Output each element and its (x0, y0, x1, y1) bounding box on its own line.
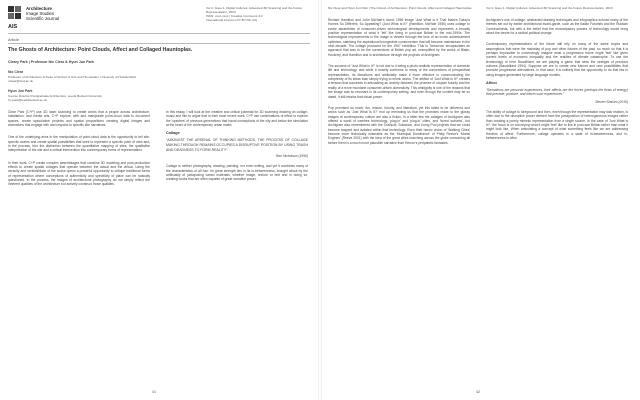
divider (8, 33, 310, 34)
right-page (324, 0, 640, 400)
affiliation-name: Hyun Jun Park (8, 89, 33, 93)
page-number: 41 (152, 390, 156, 394)
paragraph: Collage is neither photography, drawing, painting, nor even writing, and yet it combines many of the characteristics of all four. Its great strength lies in its in-betweenness, brought about by the artificiality of juxtaposing varied materials, whether image, texture or text and in doing so, creating works that are often capable of great narrative power. (166, 164, 308, 182)
affiliation-email: nclear@hud.ac.uk (8, 78, 33, 83)
section-heading: Collage (166, 131, 180, 136)
paragraph: The ability of collage to foreground and then, even though the representation may lack realism, is often due to the disruptive power derived from the juxtaposition of heterogeneous images rather than creating a purely mimetic representation from a single source. In the case of 'Just What is It?', the focus is on conveying what it might 'feel' like to live in post-war Britain rather than what it might look like. When articulating a concept of what something feels like we are addressing theories of affect. Furthermore, collage operates in a state of in-betweenness, and in-betweenness is often (486, 109, 628, 140)
section-heading: Affect (486, 81, 497, 86)
paragraph: One of the underlying aims in the manipulation of point-cloud data is the opportunity to tell site-specific stories and create spatial possibilities that seek to represent a specific point of view and, in the process, blur the distinction between the quantitative mapping of sites, the qualitative interpretation of the site and a critical intervention into contemporary forms of representation. (8, 135, 150, 153)
journal-line-2: Image Studies (26, 11, 55, 17)
paragraph: Pop promised so much: fun, leisure, futurity, and liberation, yet this failed to be delivered and works such as 'Just What Is It?' end up reminding us that the promises made to the glossy images of contemporary culture are also a fiction. In a bitter few the collages of Archigram also offered a world of carefree technology, 'plug-in' and 'plug-in' cities, and 'tuned suburbs', but Archigram also remembered with the Cushicle, Suitaloon, and Living Pod projects that we could become trapped and isolated within that technology. Even their heroic vision of 'Walking Cities' become more technically miserable as the 'Municipal Dominance' of Philip Reeve's 'Mortal Engines' (Reeve 2001) with the idea of the great cities marching across the globe consuming all before them is a much more plausible narrative than Herron's peripatetic fantasies. (328, 105, 470, 145)
pull-quote: "Sensations are personal experiences, their affects are the forces (perhaps the flows of energy) that precede, produce, and inform such experiences." (486, 88, 628, 97)
header-meta-line: International License (CC BY-NC 4.0) (206, 18, 258, 23)
divider (8, 43, 310, 44)
pull-quote: "AMONGST THE ARSENAL OF THINKING METHODS, THE PROCESS OF COLLAGE MAKING THROUGH REMAINS OCCUPIES A DISRUPTIVE POSITION BY USING TRASH AND DEADNESS TO FORM REALITY". (166, 138, 308, 152)
journal-line-3: Scientific Journal (26, 16, 60, 22)
left-column-1 (8, 110, 150, 190)
header-meta-line: Vol 4, Issue 1, Digital Cultures: Advanced 3D Scanning and the Future Representation, 2023 (206, 6, 303, 15)
paragraph: In this essay, I will look at the creative and critical potential for 3D scanning drawing on collage, music and film to argue that in their most recent work, C+P use combinations of effect to explore the 'spectres' of previous generations that haunt conceptions of the city and below the simulation at the heart of the contemporary urban realm. (166, 110, 308, 128)
article-title: The Ghosts of Architecture: Point Clouds, Affect and Collaged Hauntoplas. (8, 47, 193, 53)
journal-name (26, 6, 59, 22)
left-column-2 (166, 110, 308, 185)
paragraph: Clear Park (C+P) use 3D laser scanning to create works that a people across architecture, installation, and media arts. C+P explore, with and manipulate point-cloud data to document spaces, create speculative projects and spatial propositions creating digital images and animations that engage with and respond to specific site narratives. (8, 110, 150, 128)
running-head: Nic Clear and Hyun Jun Park | The Ghosts of Architecture: Point Clouds, Affect and Collaged Hauntoplas. (328, 6, 473, 10)
affiliation-block (8, 70, 208, 83)
page-gutter (318, 0, 322, 400)
paragraph: Contemporary representations of the future still rely on many of the same tropes and assumptions that were the mainstay of pop and other futures of the past, so much so that it is perhaps impossible to convincingly imagine what a progressive future might 'feel' like given current levels of economic inequality and the realities of climate catastrophe. To use the terminology of hero Baudrillard, we are playing a game that sees the vestiges of previous cultures (Baudrillard 1994). Suppose we are to create new futures and new possibilities that promote progressive alternatives. In that case, it is unlikely that the opportunity to do that lies in using images generated by large language models. (486, 42, 628, 77)
right-column-2 (486, 18, 628, 143)
paragraph: Richard Hamilton and John McHale's iconic 1956 image 'Just What is it That Makes Today's Homes So Different, So Appealing? (Just What is it?' (Hamilton, McHale 1956) uses collage to evoke assemblies of consumer-driven technological developments and represents a broadly positive representation of what it 'felt' like living in post-war Britain in the mid-1950s. The technological improvements in the image is viewed through the lens of an iconic advertisement optimism, satirising the aspirational bourgeoisie consumerism that will become mainstream in the next decade. The collage produced for the 1957 exhibition 'This Is Tomorrow' encapsulates an approach that was to be the cornerstone of British pop art, exemplified by the works of Blake, Hockney, and Hamilton and in architecture through the projects of Archigram. (328, 18, 470, 57)
right-column-1 (328, 18, 470, 148)
affiliation-email: h.j.park@leedsbeckett.ac.uk (8, 97, 47, 102)
page-number: 42 (476, 390, 480, 394)
section-label: Article (8, 37, 20, 42)
running-meta: Vol 4, Issue 1, Digital Cultures: Advanced 3D Scanning and the Future Representation, 2023 (486, 6, 613, 10)
affiliation-name: Nic Clear (8, 70, 24, 74)
quote-citation: Ben Nicholson (1990) (276, 154, 308, 159)
left-page (0, 0, 316, 400)
journal-logo-icon (8, 6, 22, 20)
paragraph: The success of 'Just What is It?' is not due to it being a photo-realistic representation of domestic life and technology, and while it loosely conforms to many of the conventions of perspectival representation, its distortions and artificiality make it more effective in communicating the complexity of its ideas than simply trying to mimic works. The artifice of 'Just What is It?' creates a tension that succeeds in articulating an anxiety between the promise of utopian futurity and the reality of a more mundane consumer-driven domesticity. This ambiguity is one of the reasons that the image was so resonant in its contemporary setting, and even though the content may be so dated, it still retains that visual power. (328, 64, 470, 99)
quote-citation: Steven Shaviro (2010) (595, 99, 628, 104)
article-authors: Cleary Park | Professor Nic Clear & Hyun Jun Park (8, 60, 94, 64)
paragraph: In their work, C+P create complex assemblages that combine 3D modeling and post-production effects to create spatial collages that operate between the actual and the virtual. Using the veracity and verisimilitude of the scans opens a powerful opportunity to critique traditional forms of representation where conceptions of authenticity and specificity of place can be radically questioned. In the process, the images of architectural photography do not simply reflect the inherent qualities of the architecture but actively construct those qualities. (8, 160, 150, 187)
journal-line-1: Architecture (26, 6, 52, 11)
journal-acronym: AIS (8, 24, 18, 30)
affiliation-block (8, 89, 208, 102)
header-meta (206, 6, 310, 22)
affiliation-line: Course Director Postgraduate Architecture, Leeds Beckett University (8, 93, 102, 98)
journal-header (8, 6, 59, 22)
affiliation-line: Professor of Architecture & Dean of School of Arts and Humanities, University of Huddersfield (8, 74, 136, 79)
header-meta-line: ISSN: xxxx-xxxx | Creative Commons 4.0 (206, 14, 263, 19)
paragraph: Archigram's use of collage, abstracted drawing techniques and infographics echoed many of the themes set out by earlier architectural avant-garde, such as the Italian Futurists and the Russian Constructivists, but with a the belief that the emancipatory powers of technology would bring about the desire for a radical political change. (486, 18, 628, 36)
